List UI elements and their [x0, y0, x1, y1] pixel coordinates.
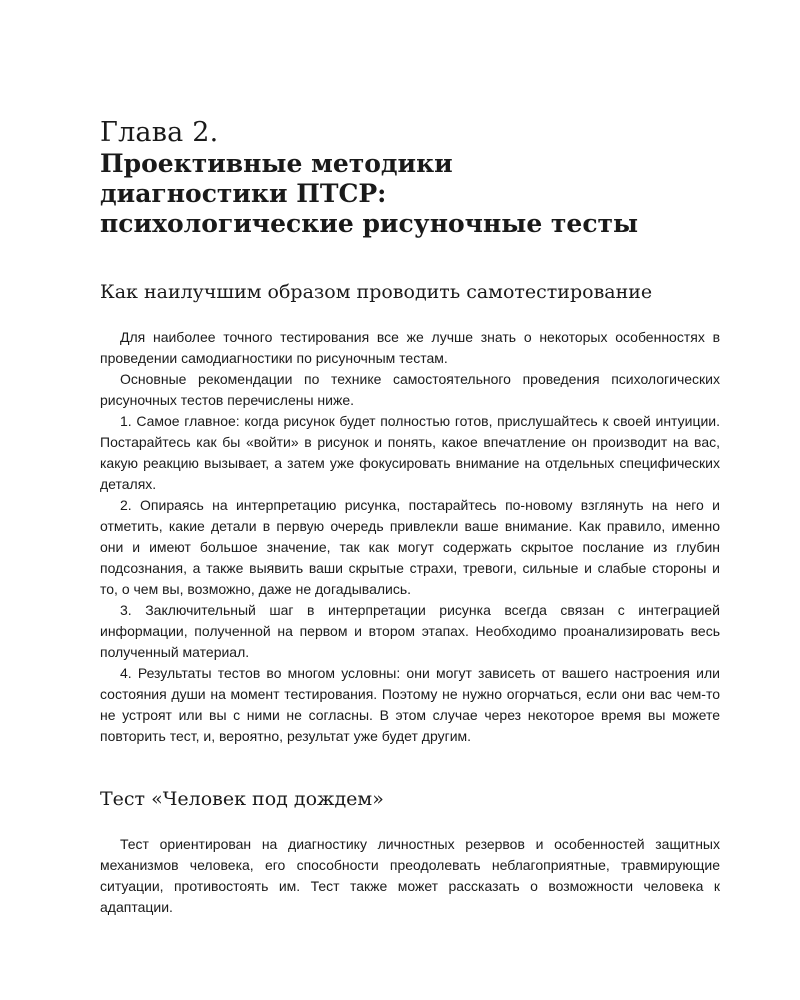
chapter-header	[100, 118, 720, 239]
chapter-title-line: диагностики ПТСР:	[100, 179, 387, 208]
paragraph: 3. Заключительный шаг в интерпретации рисунка всегда связан с интеграцией информации, полученной на первом и втором этапах. Необходимо проанализировать весь полученный материал.	[100, 602, 720, 660]
chapter-title	[100, 149, 700, 239]
paragraph: 4. Результаты тестов во многом условны: они могут зависеть от вашего настроения или состояния души на момент тестирования. Поэтому не нужно огорчаться, если они вас чем-то не устроят или вы с ними не согласны. В этом случае через некоторое время вы можете повторить тест, и, вероятно, результат уже будет другим.	[100, 665, 720, 744]
paragraph: Для наиболее точного тестирования все же лучше знать о некоторых особенностях в проведении самодиагностики по рисуночным тестам.	[100, 329, 720, 366]
section-body	[100, 834, 720, 918]
chapter-title-line: Проективные методики	[100, 149, 453, 178]
paragraph: Тест ориентирован на диагностику личностных резервов и особенностей защитных механизмов человека, его способности преодолевать неблагоприятные, травмирующие ситуации, противостоять им. Тест также может рассказать о возможности человека к адаптации.	[100, 836, 720, 915]
paragraph: 1. Самое главное: когда рисунок будет полностью готов, прислушайтесь к своей интуиции. Постарайтесь как бы «войти» в рисунок и понять, какое впечатление он производит на вас, какую реакцию вызывает, а затем уже фокусировать внимание на отдельных специфических деталях.	[100, 413, 720, 492]
paragraph: 2. Опираясь на интерпретацию рисунка, постарайтесь по-новому взглянуть на него и отметить, какие детали в первую очередь привлекли ваше внимание. Как правило, именно они и имеют большое значение, так как могут содержать скрытое послание из глубин подсознания, а также выявить ваши скрытые страхи, тревоги, сильные и слабые стороны и то, о чем вы, возможно, даже не догадывались.	[100, 497, 720, 597]
section-body	[100, 327, 720, 747]
paragraph: Основные рекомендации по технике самостоятельного проведения психологических рисуночных тестов перечислены ниже.	[100, 371, 720, 408]
section-man-in-rain-test	[100, 787, 720, 918]
book-page	[100, 118, 720, 918]
section-heading: Как наилучшим образом проводить самотестирование	[100, 281, 653, 303]
section-self-testing	[100, 280, 720, 747]
section-heading: Тест «Человек под дождем»	[100, 788, 384, 810]
chapter-label: Глава 2.	[100, 117, 219, 148]
chapter-title-line: психологические рисуночные тесты	[100, 209, 639, 238]
